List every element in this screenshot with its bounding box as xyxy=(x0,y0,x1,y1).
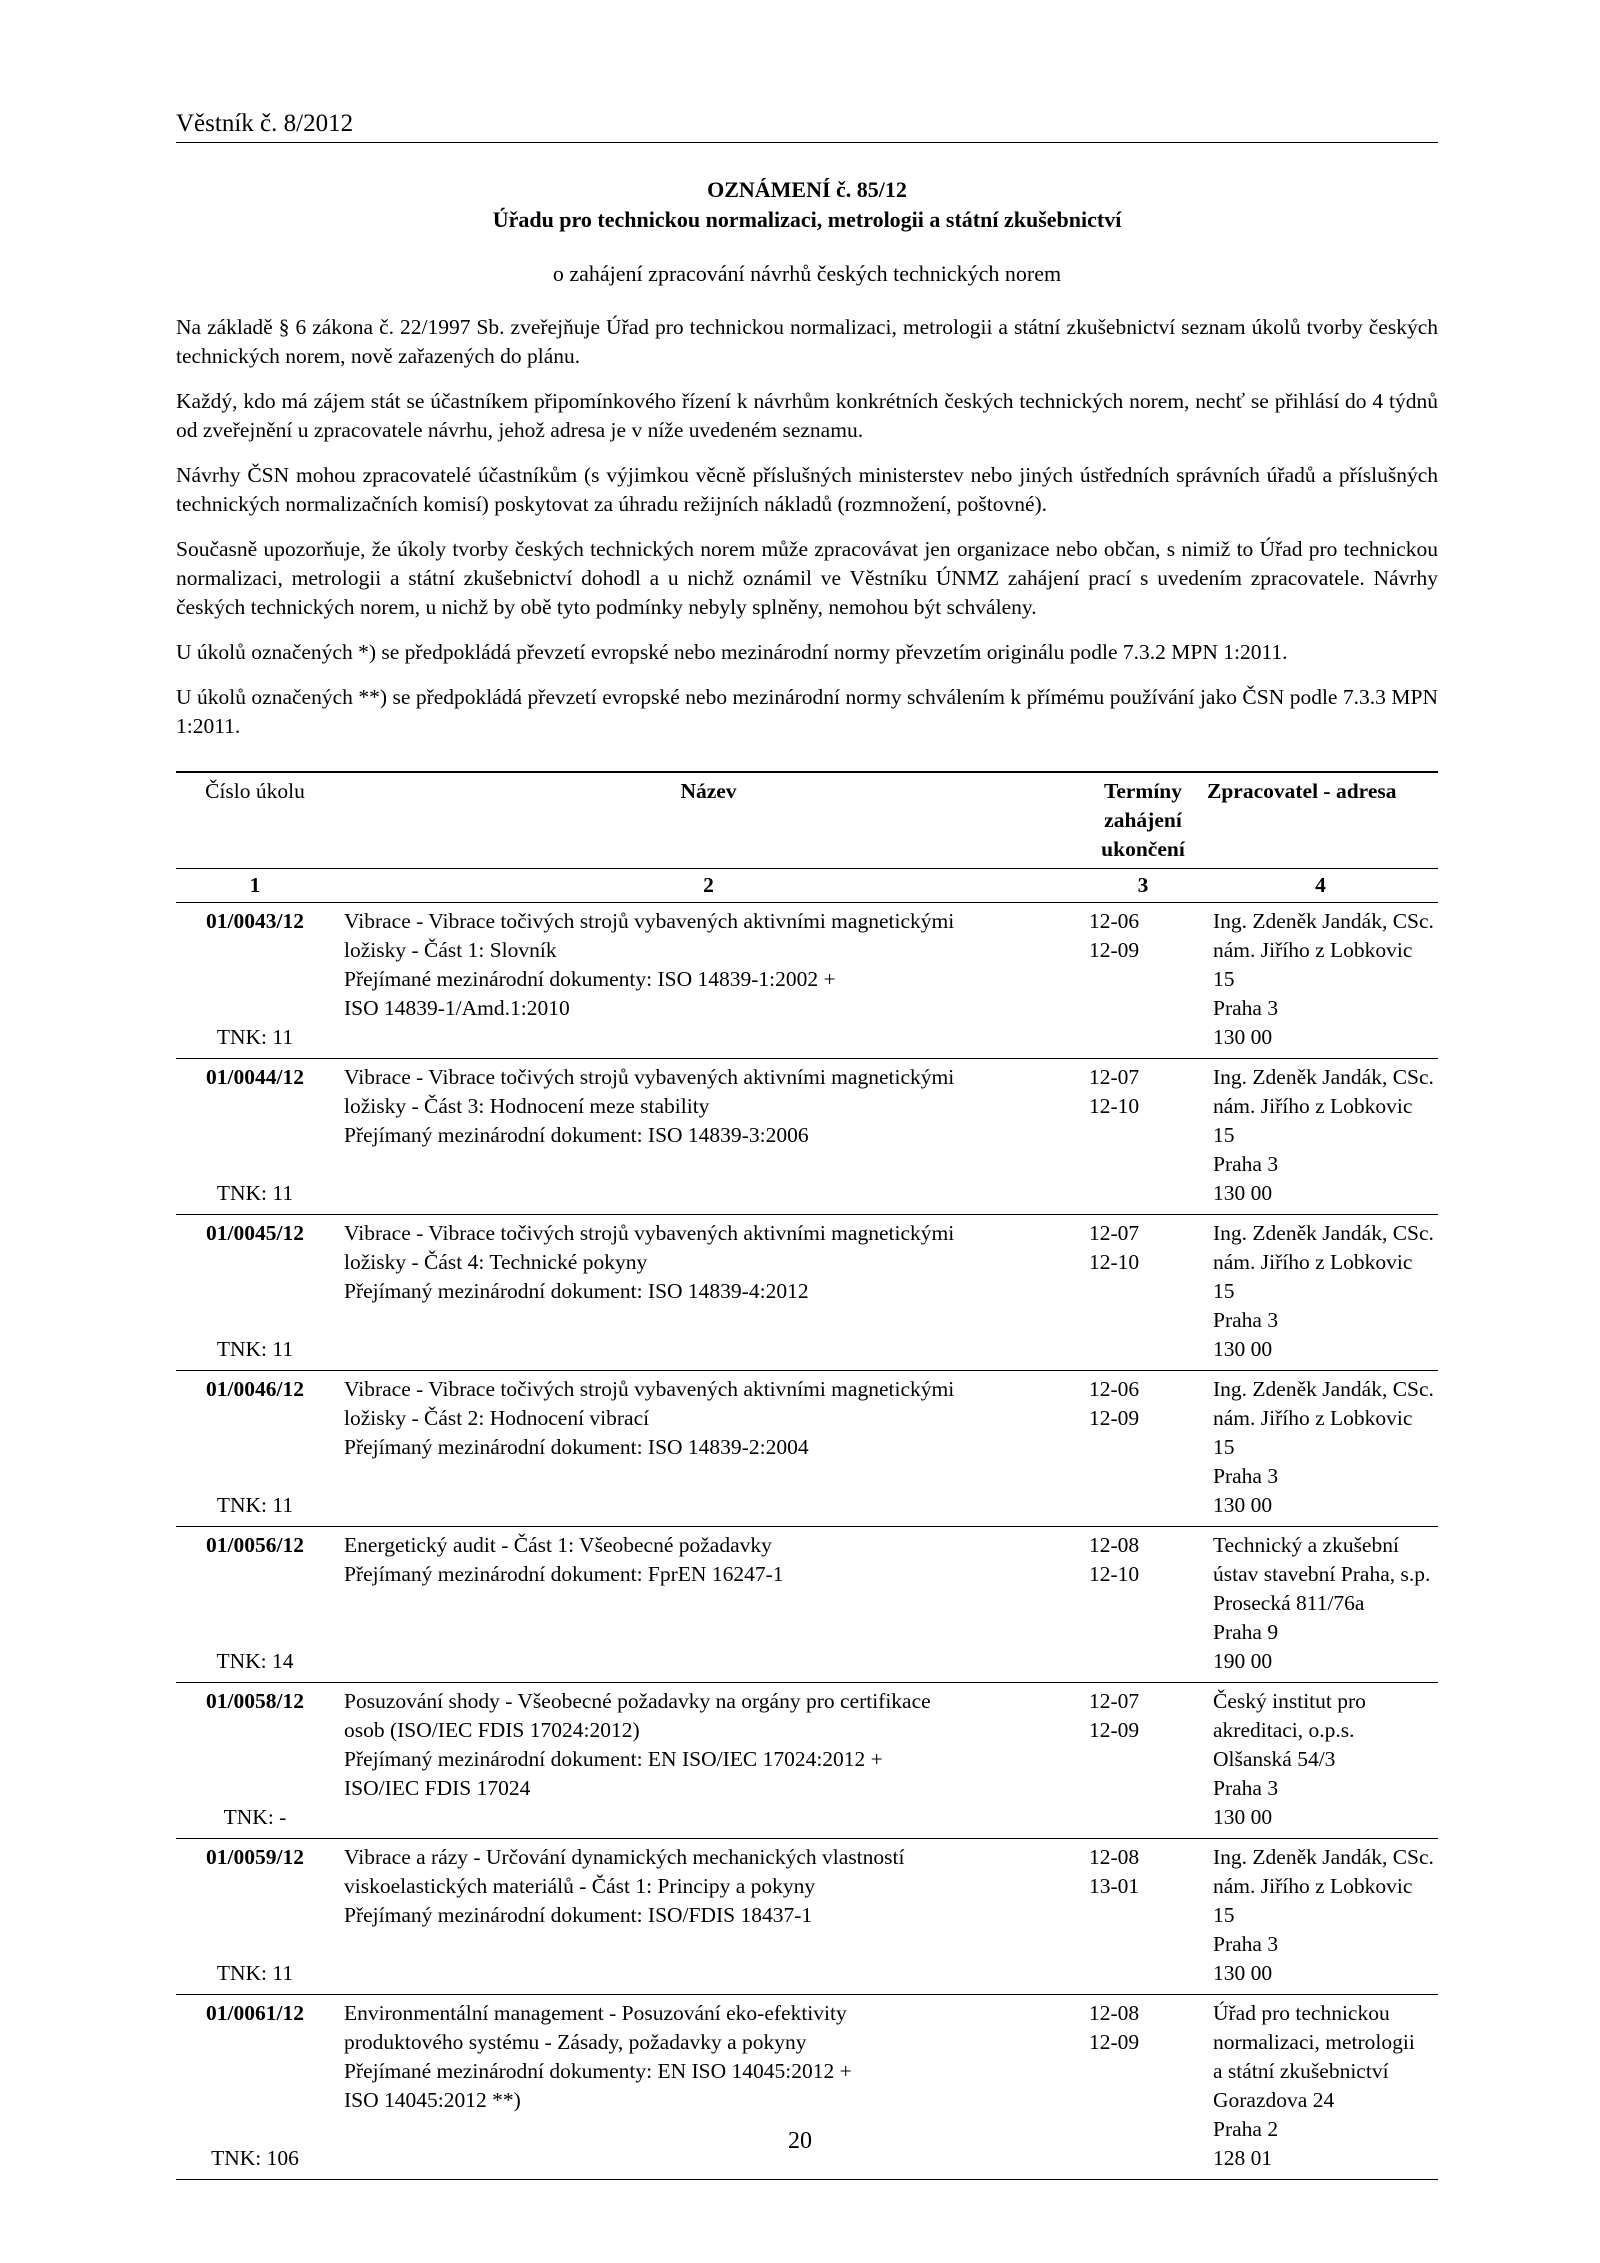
task-title-line: ISO/IEC FDIS 17024 xyxy=(344,1776,531,1800)
processor-address-line: Úřad pro technickou xyxy=(1213,2001,1390,2025)
table-row xyxy=(176,903,1438,1059)
column-number: 4 xyxy=(1203,869,1438,903)
processor-address-line: nám. Jiřího z Lobkovic 15 xyxy=(1213,1250,1413,1303)
processor-address-line: 130 00 xyxy=(1213,1337,1273,1361)
task-title-line: Posuzování shody - Všeobecné požadavky na orgány pro certifikace xyxy=(344,1689,931,1713)
processor-address-line: 128 01 xyxy=(1213,2146,1273,2170)
tnk-label: TNK: - xyxy=(223,1805,287,1829)
processor-address-cell xyxy=(1203,1215,1438,1371)
task-title-line: viskoelastických materiálů - Část 1: Principy a pokyny xyxy=(344,1874,816,1898)
processor-address-line: nám. Jiřího z Lobkovic 15 xyxy=(1213,1874,1413,1927)
task-dates-line: 12-07 xyxy=(1089,1221,1140,1245)
processor-address-line: Praha 3 xyxy=(1213,1932,1279,1956)
processor-address-line: Ing. Zdeněk Jandák, CSc. xyxy=(1213,1221,1434,1245)
processor-address-line: Prosecká 811/76a xyxy=(1213,1591,1365,1615)
task-title-cell xyxy=(334,1839,1083,1995)
processor-address-line: a státní zkušebnictví xyxy=(1213,2059,1389,2083)
processor-address-line: Český institut pro xyxy=(1213,1689,1366,1713)
task-title-line: Vibrace - Vibrace točivých strojů vybavených aktivními magnetickými xyxy=(344,1221,955,1245)
task-title-line: ložisky - Část 4: Technické pokyny xyxy=(344,1250,648,1274)
task-dates-line: 12-06 xyxy=(1089,1377,1140,1401)
task-title-line: Vibrace - Vibrace točivých strojů vybavených aktivními magnetickými xyxy=(344,1377,955,1401)
task-title-cell xyxy=(334,1215,1083,1371)
paragraph: Současně upozorňuje, že úkoly tvorby českých technických norem může zpracovávat jen organizace nebo občan, s nimiž to Úřad pro technickou normalizaci, metrologii a státní zkušebnictví dohodl a u nichž oznámil ve Věstníku ÚNMZ zahájení prací s uvedením zpracovatele. Návrhy českých technických norem, u nichž by obě tyto podmínky nebyly splněny, nemohou být schváleny. xyxy=(176,537,1438,619)
processor-address-line: nám. Jiřího z Lobkovic 15 xyxy=(1213,1406,1413,1459)
task-title-line: ISO 14839-1/Amd.1:2010 xyxy=(344,996,570,1020)
task-title-line: Přejímaný mezinárodní dokument: ISO/FDIS 18437-1 xyxy=(344,1903,813,1927)
processor-address-line: 130 00 xyxy=(1213,1025,1273,1049)
title-block xyxy=(176,177,1438,287)
processor-address-line: nám. Jiřího z Lobkovic 15 xyxy=(1213,938,1413,991)
task-dates-line: 12-08 xyxy=(1089,1533,1140,1557)
table-row xyxy=(176,1215,1438,1371)
task-id: 01/0061/12 xyxy=(206,2001,304,2025)
processor-address-cell xyxy=(1203,1527,1438,1683)
task-dates-line: 12-09 xyxy=(1089,2030,1140,2054)
task-number-cell xyxy=(176,1371,334,1527)
processor-address-cell xyxy=(1203,1371,1438,1527)
processor-address-line: Praha 3 xyxy=(1213,1776,1279,1800)
task-title-cell xyxy=(334,903,1083,1059)
tnk-label: TNK: 14 xyxy=(216,1649,294,1673)
notice-issuer: Úřadu pro technickou normalizaci, metrologii a státní zkušebnictví xyxy=(492,207,1122,232)
task-title-line: osob (ISO/IEC FDIS 17024:2012) xyxy=(344,1718,640,1742)
tnk-label: TNK: 11 xyxy=(216,1337,294,1361)
processor-address-line: Ing. Zdeněk Jandák, CSc. xyxy=(1213,1065,1434,1089)
task-title-cell xyxy=(334,1371,1083,1527)
paragraph: Každý, kdo má zájem stát se účastníkem připomínkového řízení k návrhům konkrétních českých technických norem, nechť se přihlásí do 4 týdnů od zveřejnění u zpracovatele návrhu, jehož adresa je v níže uvedeném seznamu. xyxy=(176,389,1438,442)
task-id: 01/0056/12 xyxy=(206,1533,304,1557)
task-title-line: Přejímaný mezinárodní dokument: ISO 14839-4:2012 xyxy=(344,1279,809,1303)
task-title-cell xyxy=(334,1059,1083,1215)
task-dates-line: 12-07 xyxy=(1089,1689,1140,1713)
header-task-number: Číslo úkolu xyxy=(176,772,334,869)
task-dates-line: 12-10 xyxy=(1089,1094,1140,1118)
task-dates-cell xyxy=(1083,1371,1203,1527)
task-title-line: ložisky - Část 1: Slovník xyxy=(344,938,557,962)
table-row xyxy=(176,1839,1438,1995)
processor-address-line: Praha 3 xyxy=(1213,1464,1279,1488)
task-table xyxy=(176,771,1438,2180)
task-dates-cell xyxy=(1083,1059,1203,1215)
processor-address-line: Ing. Zdeněk Jandák, CSc. xyxy=(1213,1377,1434,1401)
task-number-cell xyxy=(176,1527,334,1683)
header-title: Název xyxy=(334,772,1083,869)
task-id: 01/0059/12 xyxy=(206,1845,304,1869)
table-row xyxy=(176,1371,1438,1527)
processor-address-line: ústav stavební Praha, s.p. xyxy=(1213,1562,1431,1586)
task-dates-cell xyxy=(1083,1683,1203,1839)
task-title-line: Přejímaný mezinárodní dokument: ISO 14839-2:2004 xyxy=(344,1435,809,1459)
task-dates-line: 13-01 xyxy=(1089,1874,1140,1898)
processor-address-line: nám. Jiřího z Lobkovic 15 xyxy=(1213,1094,1413,1147)
task-title-cell xyxy=(334,1527,1083,1683)
task-id: 01/0044/12 xyxy=(206,1065,304,1089)
page-number: 20 xyxy=(788,2128,812,2154)
task-number-cell xyxy=(176,903,334,1059)
task-title-line: produktového systému - Zásady, požadavky a pokyny xyxy=(344,2030,807,2054)
processor-address-line: Praha 3 xyxy=(1213,1308,1279,1332)
paragraph: Na základě § 6 zákona č. 22/1997 Sb. zveřejňuje Úřad pro technickou normalizaci, metrologii a státní zkušebnictví seznam úkolů tvorby českých technických norem, nově zařazených do plánu. xyxy=(176,315,1438,368)
table-row xyxy=(176,1059,1438,1215)
processor-address-line: Olšanská 54/3 xyxy=(1213,1747,1336,1771)
task-title-line: Přejímaný mezinárodní dokument: ISO 14839-3:2006 xyxy=(344,1123,809,1147)
task-title-line: Přejímaný mezinárodní dokument: EN ISO/IEC 17024:2012 + xyxy=(344,1747,883,1771)
processor-address-line: 130 00 xyxy=(1213,1961,1273,1985)
table-row xyxy=(176,1683,1438,1839)
tnk-label: TNK: 11 xyxy=(216,1181,294,1205)
task-title-line: Přejímaný mezinárodní dokument: FprEN 16247-1 xyxy=(344,1562,784,1586)
processor-address-cell xyxy=(1203,1059,1438,1215)
header-dates xyxy=(1083,772,1203,869)
task-dates-cell xyxy=(1083,903,1203,1059)
running-head: Věstník č. 8/2012 xyxy=(176,110,1438,143)
task-dates-line: 12-09 xyxy=(1089,1718,1140,1742)
task-title-line: Environmentální management - Posuzování eko-efektivity xyxy=(344,2001,847,2025)
task-dates-line: 12-09 xyxy=(1089,938,1140,962)
task-title-line: Přejímané mezinárodní dokumenty: EN ISO 14045:2012 + xyxy=(344,2059,852,2083)
processor-address-cell xyxy=(1203,1683,1438,1839)
column-number: 3 xyxy=(1083,869,1203,903)
paragraph: U úkolů označených **) se předpokládá převzetí evropské nebo mezinárodní normy schválením k přímému používání jako ČSN podle 7.3.3 MPN 1:2011. xyxy=(176,685,1438,738)
task-title-line: Vibrace a rázy - Určování dynamických mechanických vlastností xyxy=(344,1845,905,1869)
task-title-line: Přejímané mezinárodní dokumenty: ISO 14839-1:2002 + xyxy=(344,967,836,991)
page xyxy=(176,110,1438,2180)
column-number: 1 xyxy=(176,869,334,903)
paragraph: U úkolů označených *) se předpokládá převzetí evropské nebo mezinárodní normy převzetím originálu podle 7.3.2 MPN 1:2011. xyxy=(176,640,1288,664)
notice-number: OZNÁMENÍ č. 85/12 xyxy=(707,177,907,202)
processor-address-line: 130 00 xyxy=(1213,1181,1273,1205)
task-dates-cell xyxy=(1083,1527,1203,1683)
processor-address-line: 190 00 xyxy=(1213,1649,1273,1673)
processor-address-line: Ing. Zdeněk Jandák, CSc. xyxy=(1213,909,1434,933)
task-title-line: Energetický audit - Část 1: Všeobecné požadavky xyxy=(344,1533,772,1557)
task-dates-line: 12-08 xyxy=(1089,1845,1140,1869)
task-title-line: Vibrace - Vibrace točivých strojů vybavených aktivními magnetickými xyxy=(344,1065,955,1089)
task-id: 01/0046/12 xyxy=(206,1377,304,1401)
processor-address-line: normalizaci, metrologii xyxy=(1213,2030,1415,2054)
header-dates-line: ukončení xyxy=(1101,837,1185,861)
task-title-line: ISO 14045:2012 **) xyxy=(344,2088,521,2112)
task-dates-cell xyxy=(1083,1839,1203,1995)
task-number-cell xyxy=(176,1215,334,1371)
task-dates-line: 12-09 xyxy=(1089,1406,1140,1430)
task-title-line: Vibrace - Vibrace točivých strojů vybavených aktivními magnetickými xyxy=(344,909,955,933)
tnk-label: TNK: 106 xyxy=(211,2146,299,2170)
task-title-line: ložisky - Část 2: Hodnocení vibrací xyxy=(344,1406,650,1430)
processor-address-line: Ing. Zdeněk Jandák, CSc. xyxy=(1213,1845,1434,1869)
processor-address-line: Praha 9 xyxy=(1213,1620,1279,1644)
header-dates-line: zahájení xyxy=(1104,808,1182,832)
task-title-cell xyxy=(334,1683,1083,1839)
paragraph: Návrhy ČSN mohou zpracovatelé účastníkům (s výjimkou věcně příslušných ministerstev nebo jiných ústředních správních úřadů a příslušných technických normalizačních komisí) poskytovat za úhradu režijních nákladů (rozmnožení, poštovné). xyxy=(176,463,1438,516)
processor-address-cell xyxy=(1203,903,1438,1059)
processor-address-line: Gorazdova 24 xyxy=(1213,2088,1335,2112)
processor-address-line: Praha 3 xyxy=(1213,1152,1279,1176)
task-dates-line: 12-10 xyxy=(1089,1250,1140,1274)
task-id: 01/0045/12 xyxy=(206,1221,304,1245)
task-dates-line: 12-06 xyxy=(1089,909,1140,933)
task-dates-line: 12-07 xyxy=(1089,1065,1140,1089)
tnk-label: TNK: 11 xyxy=(216,1025,294,1049)
tnk-label: TNK: 11 xyxy=(216,1493,294,1517)
processor-address-line: Technický a zkušební xyxy=(1213,1533,1399,1557)
table-row xyxy=(176,1527,1438,1683)
tnk-label: TNK: 11 xyxy=(216,1961,294,1985)
task-id: 01/0043/12 xyxy=(206,909,304,933)
processor-address-line: akreditaci, o.p.s. xyxy=(1213,1718,1355,1742)
column-number: 2 xyxy=(334,869,1083,903)
processor-address-line: 130 00 xyxy=(1213,1805,1273,1829)
header-dates-line: Termíny xyxy=(1103,779,1183,803)
task-number-cell xyxy=(176,1059,334,1215)
processor-address-line: 130 00 xyxy=(1213,1493,1273,1517)
processor-address-line: Praha 3 xyxy=(1213,996,1279,1020)
processor-address-cell xyxy=(1203,1839,1438,1995)
notice-subject: o zahájení zpracování návrhů českých technických norem xyxy=(552,261,1062,286)
task-rows xyxy=(176,903,1438,2180)
processor-address-line: Praha 2 xyxy=(1213,2117,1279,2141)
task-dates-cell xyxy=(1083,1215,1203,1371)
task-number-cell xyxy=(176,1839,334,1995)
task-dates-line: 12-08 xyxy=(1089,2001,1140,2025)
task-dates-line: 12-10 xyxy=(1089,1562,1140,1586)
task-id: 01/0058/12 xyxy=(206,1689,304,1713)
header-processor: Zpracovatel - adresa xyxy=(1203,772,1438,869)
body-text xyxy=(176,313,1438,741)
task-number-cell xyxy=(176,1683,334,1839)
task-title-line: ložisky - Část 3: Hodnocení meze stability xyxy=(344,1094,710,1118)
